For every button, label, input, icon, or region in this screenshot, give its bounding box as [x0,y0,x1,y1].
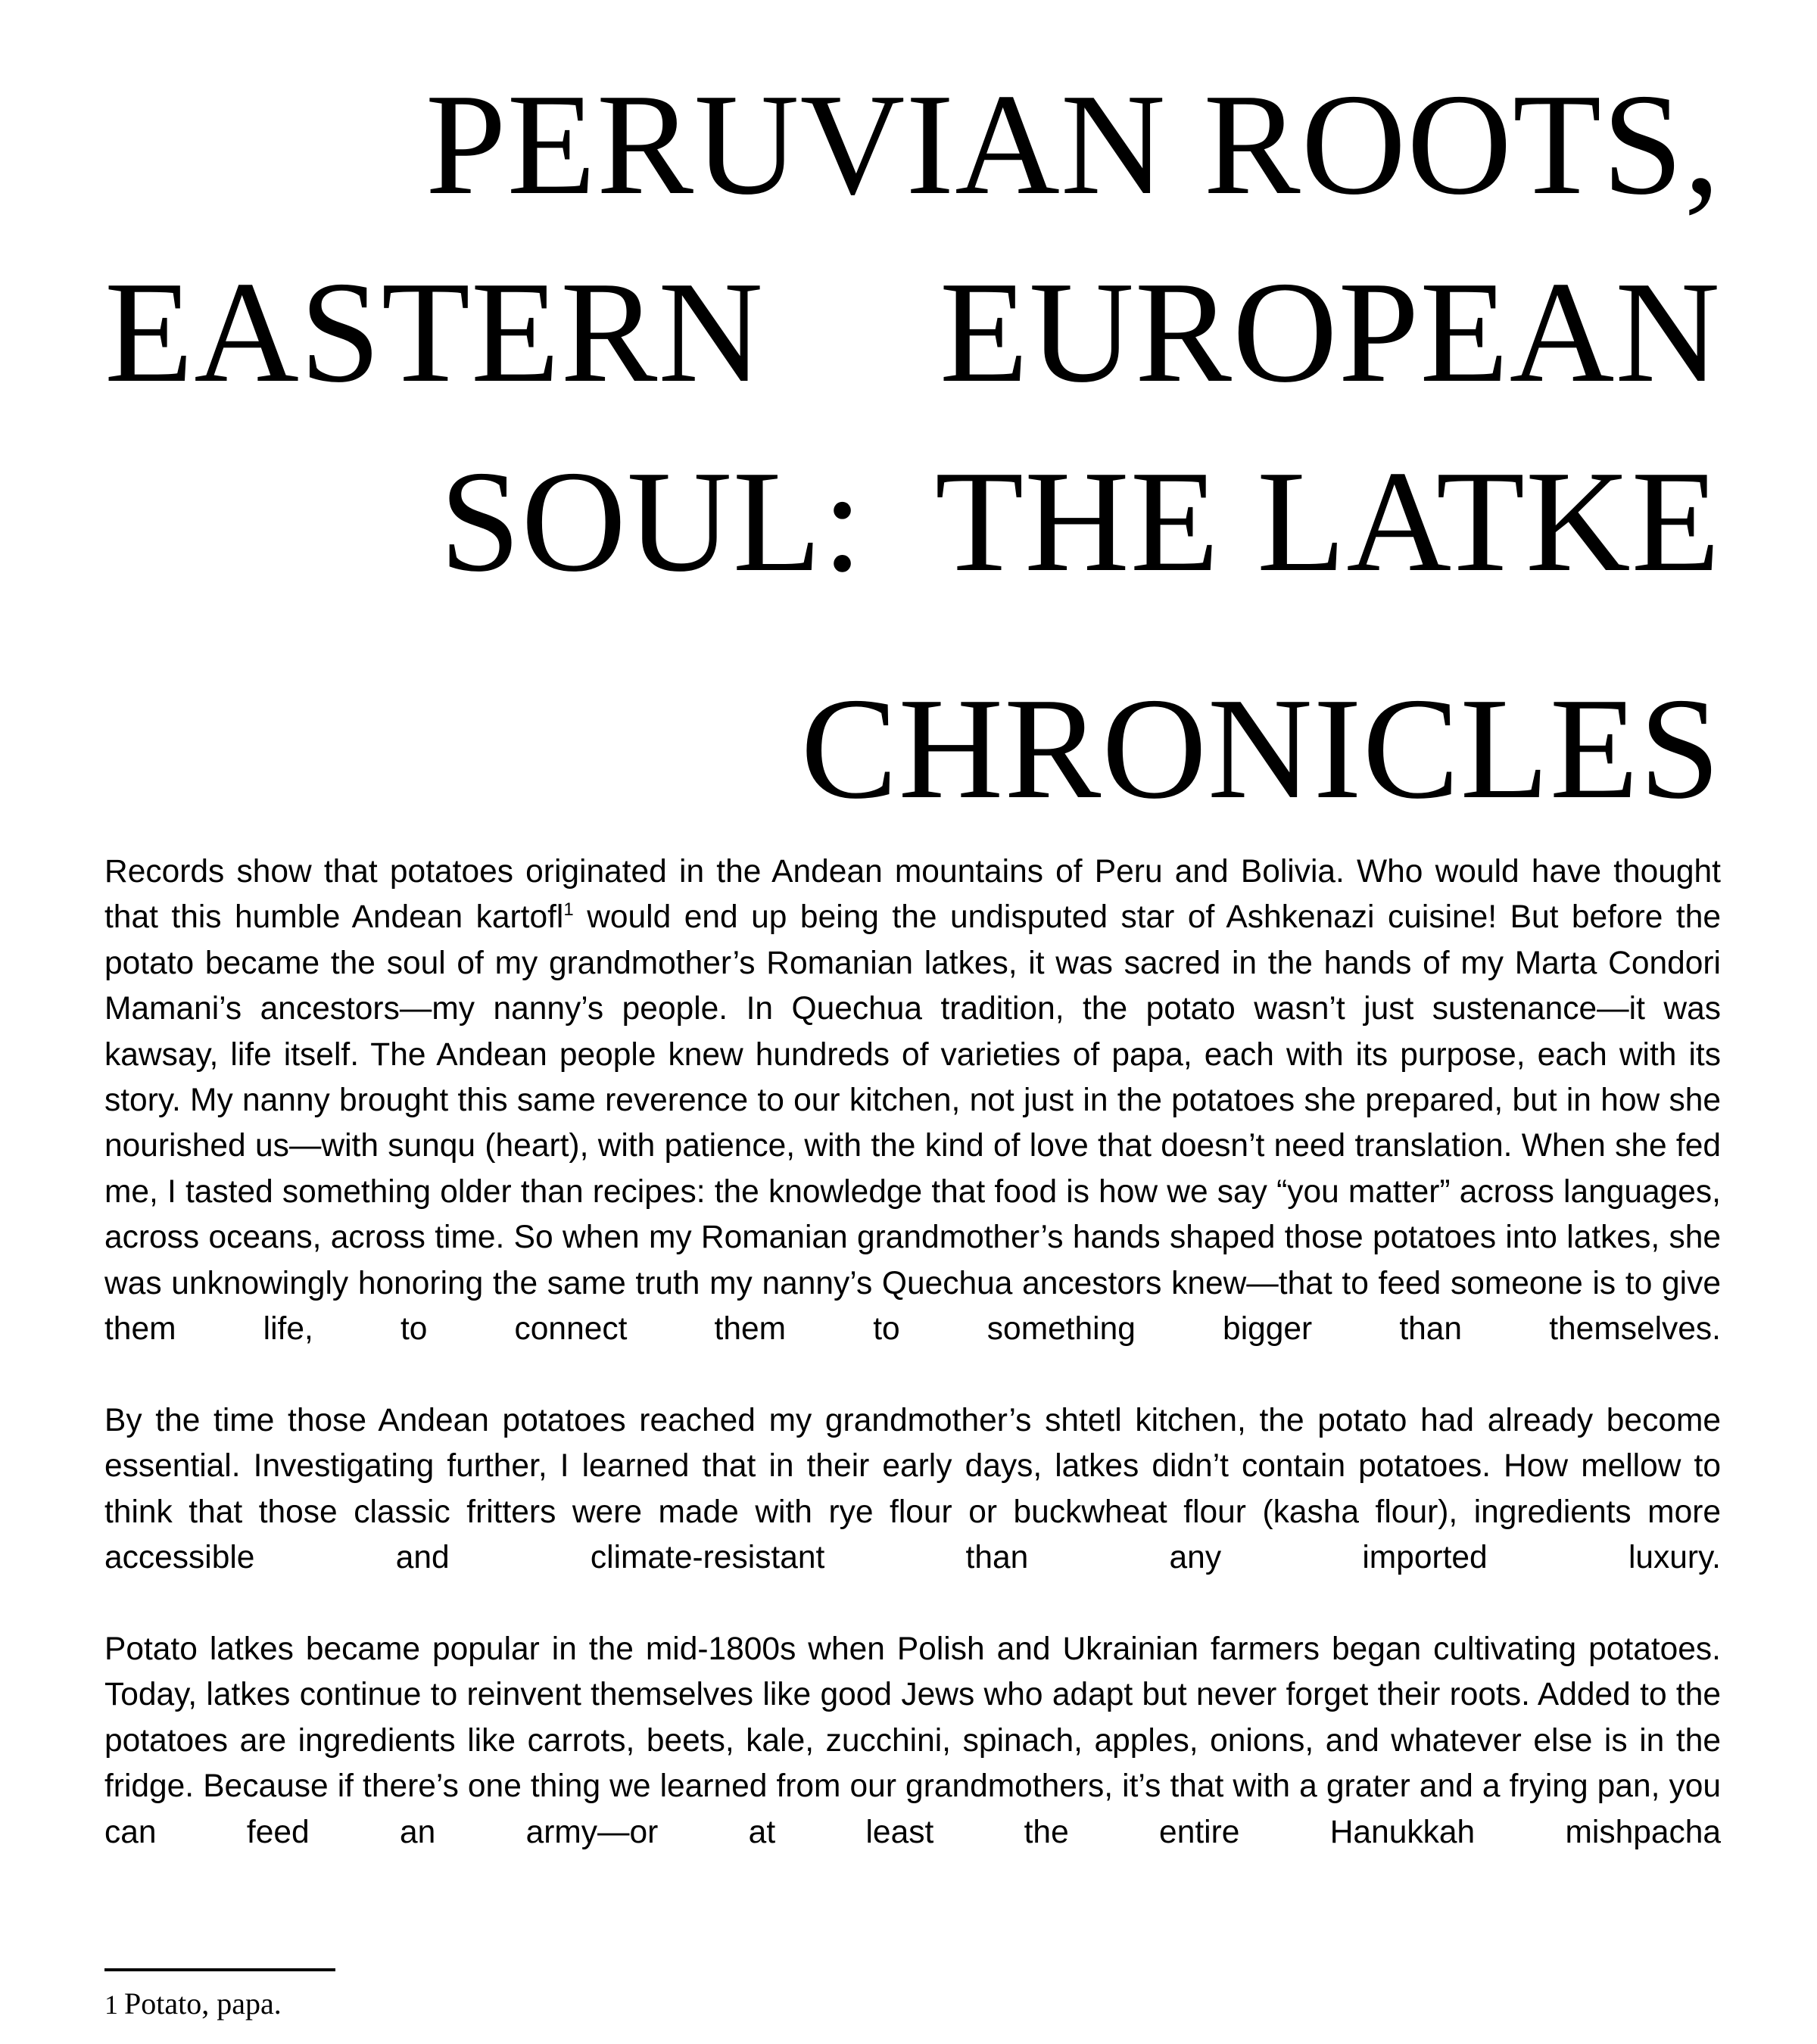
title-line-2 [104,251,1721,413]
paragraph-3: Potato latkes became popular in the mid-1800s when Polish and Ukrainian farmers began cultivating potatoes. Today, latkes continue to reinvent themselves like good Jews who adapt but never forget their roots. Added to the potatoes are ingredients like carrots, beets, kale, zucchini, spinach, apples, onions, and whatever else is in the fridge. Because if there’s one thing we learned from our grandmothers, it’s that with a grater and a frying pan, you can feed an army—or at least the entire Hanukkah mishpacha [104,1631,1721,1850]
footnote-divider [104,1968,335,1971]
title-line-4: CHRONICLES [800,668,1721,829]
paragraph-1-text-b: would end up being the undisputed star of Ashkenazi cuisine! But before the potato became the soul of my grandmother’s Romanian latkes, it was sacred in the hands of my Marta Condori Mamani’s ancestors—my nanny’s people. In Quechua tradition, the potato wasn’t just sustenance—it was kawsay, life itself. The Andean people knew hundreds of varieties of papa, each with its purpose, each with its story. My nanny brought this same reverence to our kitchen, not just in the potatoes she prepared, but in how she nourished us—with sunqu (heart), with patience, with the kind of love that doesn’t need translation. When she fed me, I tasted something older than recipes: the knowledge that food is how we say “you matter” across languages, across oceans, across time. So when my Romanian grandmother’s hands shaped those potatoes into latkes, she was unknowingly honoring the same truth my nanny’s Quechua ancestors knew—that to feed someone is to give them life, to connect them to something bigger than themselves. [104,899,1721,1348]
paragraph-2: By the time those Andean potatoes reached my grandmother’s shtetl kitchen, the potato had already become essential. Investigating further, I learned that in their early days, latkes didn’t contain potatoes. How mellow to think that those classic fritters were made with rye flour or buckwheat flour (kasha flour), ingredients more accessible and climate-resistant than any imported luxury. [104,1402,1721,1576]
footnote-text: Potato, papa. [124,1986,282,2021]
paragraph-1-text-a: Records show that potatoes originated in the Andean mountains of Peru and Bolivia. Who would have thought that this humble Andean kartofl [104,854,1721,936]
paragraph-1 [104,849,1721,1352]
title-line-2-right: EUROPEAN [939,251,1721,413]
footnote [104,1985,282,2024]
article-body [104,849,1721,1901]
footnote-reference[interactable]: 1 [563,899,574,921]
title-line-2-left: EASTERN [104,251,764,413]
title-line-3: SOUL: THE LATKE [439,441,1721,602]
title-line-1: PERUVIAN ROOTS, [425,64,1721,225]
footnote-number: 1 [104,1989,118,2020]
